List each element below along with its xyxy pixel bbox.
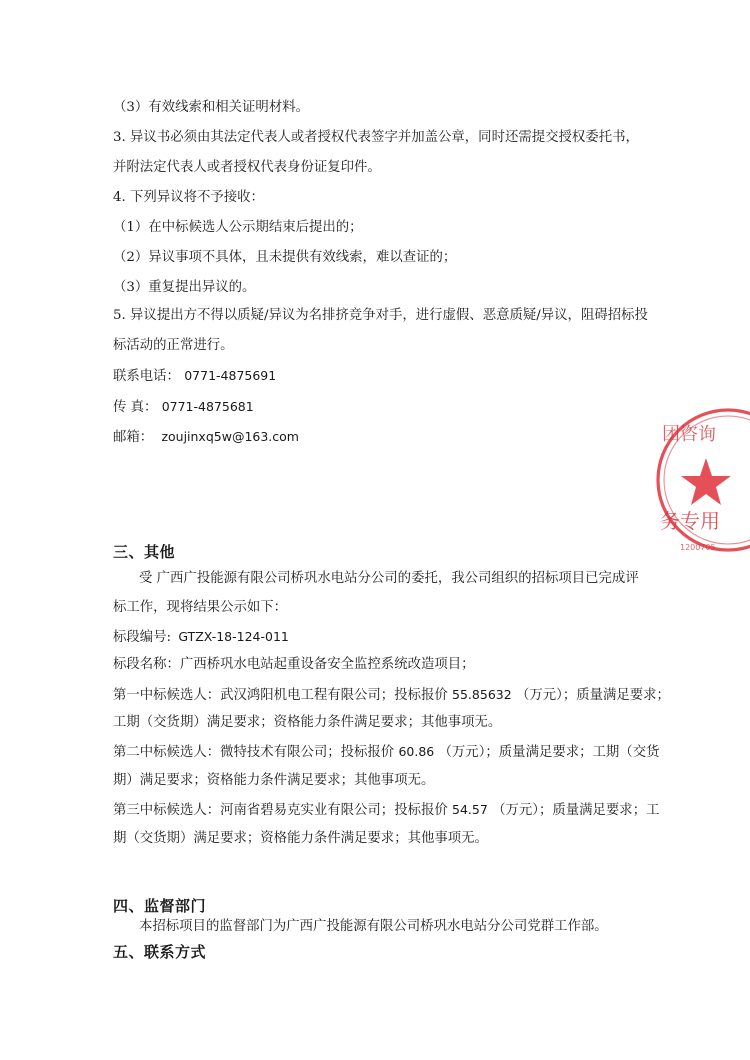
- seal-text-top: 团咨询: [662, 424, 716, 445]
- paragraph-point-4: 4. 下列异议将不予接收：: [113, 190, 264, 205]
- email-value: zoujinxq5w@163.com: [161, 429, 299, 444]
- fax-row: [113, 397, 254, 418]
- candidate-3-line-2: 期（交货期）满足要求；资格能力条件满足要求；其他事项无。: [113, 831, 488, 846]
- candidate-3-text-b: （万元）；质量满足要求；工: [492, 803, 660, 818]
- lot-number-label: 标段编号:: [113, 630, 172, 645]
- candidate-1-line-2: 工期（交货期）满足要求；资格能力条件满足要求；其他事项无。: [113, 715, 502, 730]
- list-item-4-2: （2）异议事项不具体，且未提供有效线索，难以查证的；: [113, 250, 457, 265]
- list-item-3: （3）有效线索和相关证明材料。: [113, 100, 309, 115]
- candidate-1-price: 55.85632: [452, 687, 512, 702]
- list-item-4-3: （3）重复提出异议的。: [113, 280, 256, 295]
- fax-label: 传 真：: [113, 400, 158, 415]
- seal-text-bottom: 务专用: [660, 509, 720, 533]
- lot-name: 标段名称：广西桥巩水电站起重设备安全监控系统改造项目；: [113, 657, 475, 672]
- email-row: [113, 427, 299, 448]
- section-5-heading: 五、联系方式: [113, 943, 207, 961]
- email-label: 邮箱：: [113, 430, 154, 445]
- candidate-1-line-1: [113, 685, 670, 706]
- candidate-3-price: 54.57: [452, 802, 488, 817]
- fax-value: 0771-4875681: [161, 399, 254, 414]
- candidate-2-price: 60.86: [398, 744, 435, 759]
- section-3-intro-line-1: 受 广西广投能源有限公司桥巩水电站分公司的委托，我公司组织的招标项目已完成评: [139, 571, 639, 586]
- seal-star-icon: [681, 458, 731, 505]
- section-3-intro-line-2: 标工作，现将结果公示如下：: [113, 600, 288, 615]
- candidate-2-text-a: 第二中标候选人：微特技术有限公司；投标报价: [113, 745, 395, 760]
- section-4-heading: 四、监督部门: [113, 897, 207, 915]
- paragraph-point-3-line-2: 并附法定代表人或者授权代表身份证复印件。: [113, 160, 381, 175]
- lot-number-value: GTZX-18-124-011: [178, 629, 289, 644]
- lot-number-row: [113, 627, 289, 648]
- section-4-body: 本招标项目的监督部门为广西广投能源有限公司桥巩水电站分公司党群工作部。: [139, 919, 608, 934]
- candidate-2-text-b: （万元）；质量满足要求；工期（交货: [438, 745, 660, 760]
- seal-serial: 1200705: [680, 543, 716, 552]
- candidate-3-text-a: 第三中标候选人：河南省碧易克实业有限公司；投标报价: [113, 803, 448, 818]
- candidate-1-text-b: （万元）；质量满足要求；: [515, 688, 670, 703]
- candidate-2-line-1: [113, 742, 659, 763]
- phone-row: [113, 366, 276, 387]
- candidate-3-line-1: [113, 800, 659, 821]
- paragraph-point-3-line-1: 3. 异议书必须由其法定代表人或者授权代表签字并加盖公章，同时还需提交授权委托书，: [113, 130, 639, 145]
- paragraph-point-5-line-2: 标活动的正常进行。: [113, 338, 234, 353]
- company-seal: [648, 408, 750, 558]
- candidate-2-line-2: 期）满足要求；资格能力条件满足要求；其他事项无。: [113, 773, 435, 788]
- phone-value: 0771-4875691: [184, 368, 277, 383]
- candidate-1-text-a: 第一中标候选人：武汉鸿阳机电工程有限公司；投标报价: [113, 688, 448, 703]
- paragraph-point-5-line-1: 5. 异议提出方不得以质疑/异议为名排挤竞争对手，进行虚假、恶意质疑/异议，阻碍招标投: [113, 308, 648, 323]
- list-item-4-1: （1）在中标候选人公示期结束后提出的；: [113, 220, 363, 235]
- section-3-heading: 三、其他: [113, 543, 176, 561]
- phone-label: 联系电话：: [113, 369, 180, 384]
